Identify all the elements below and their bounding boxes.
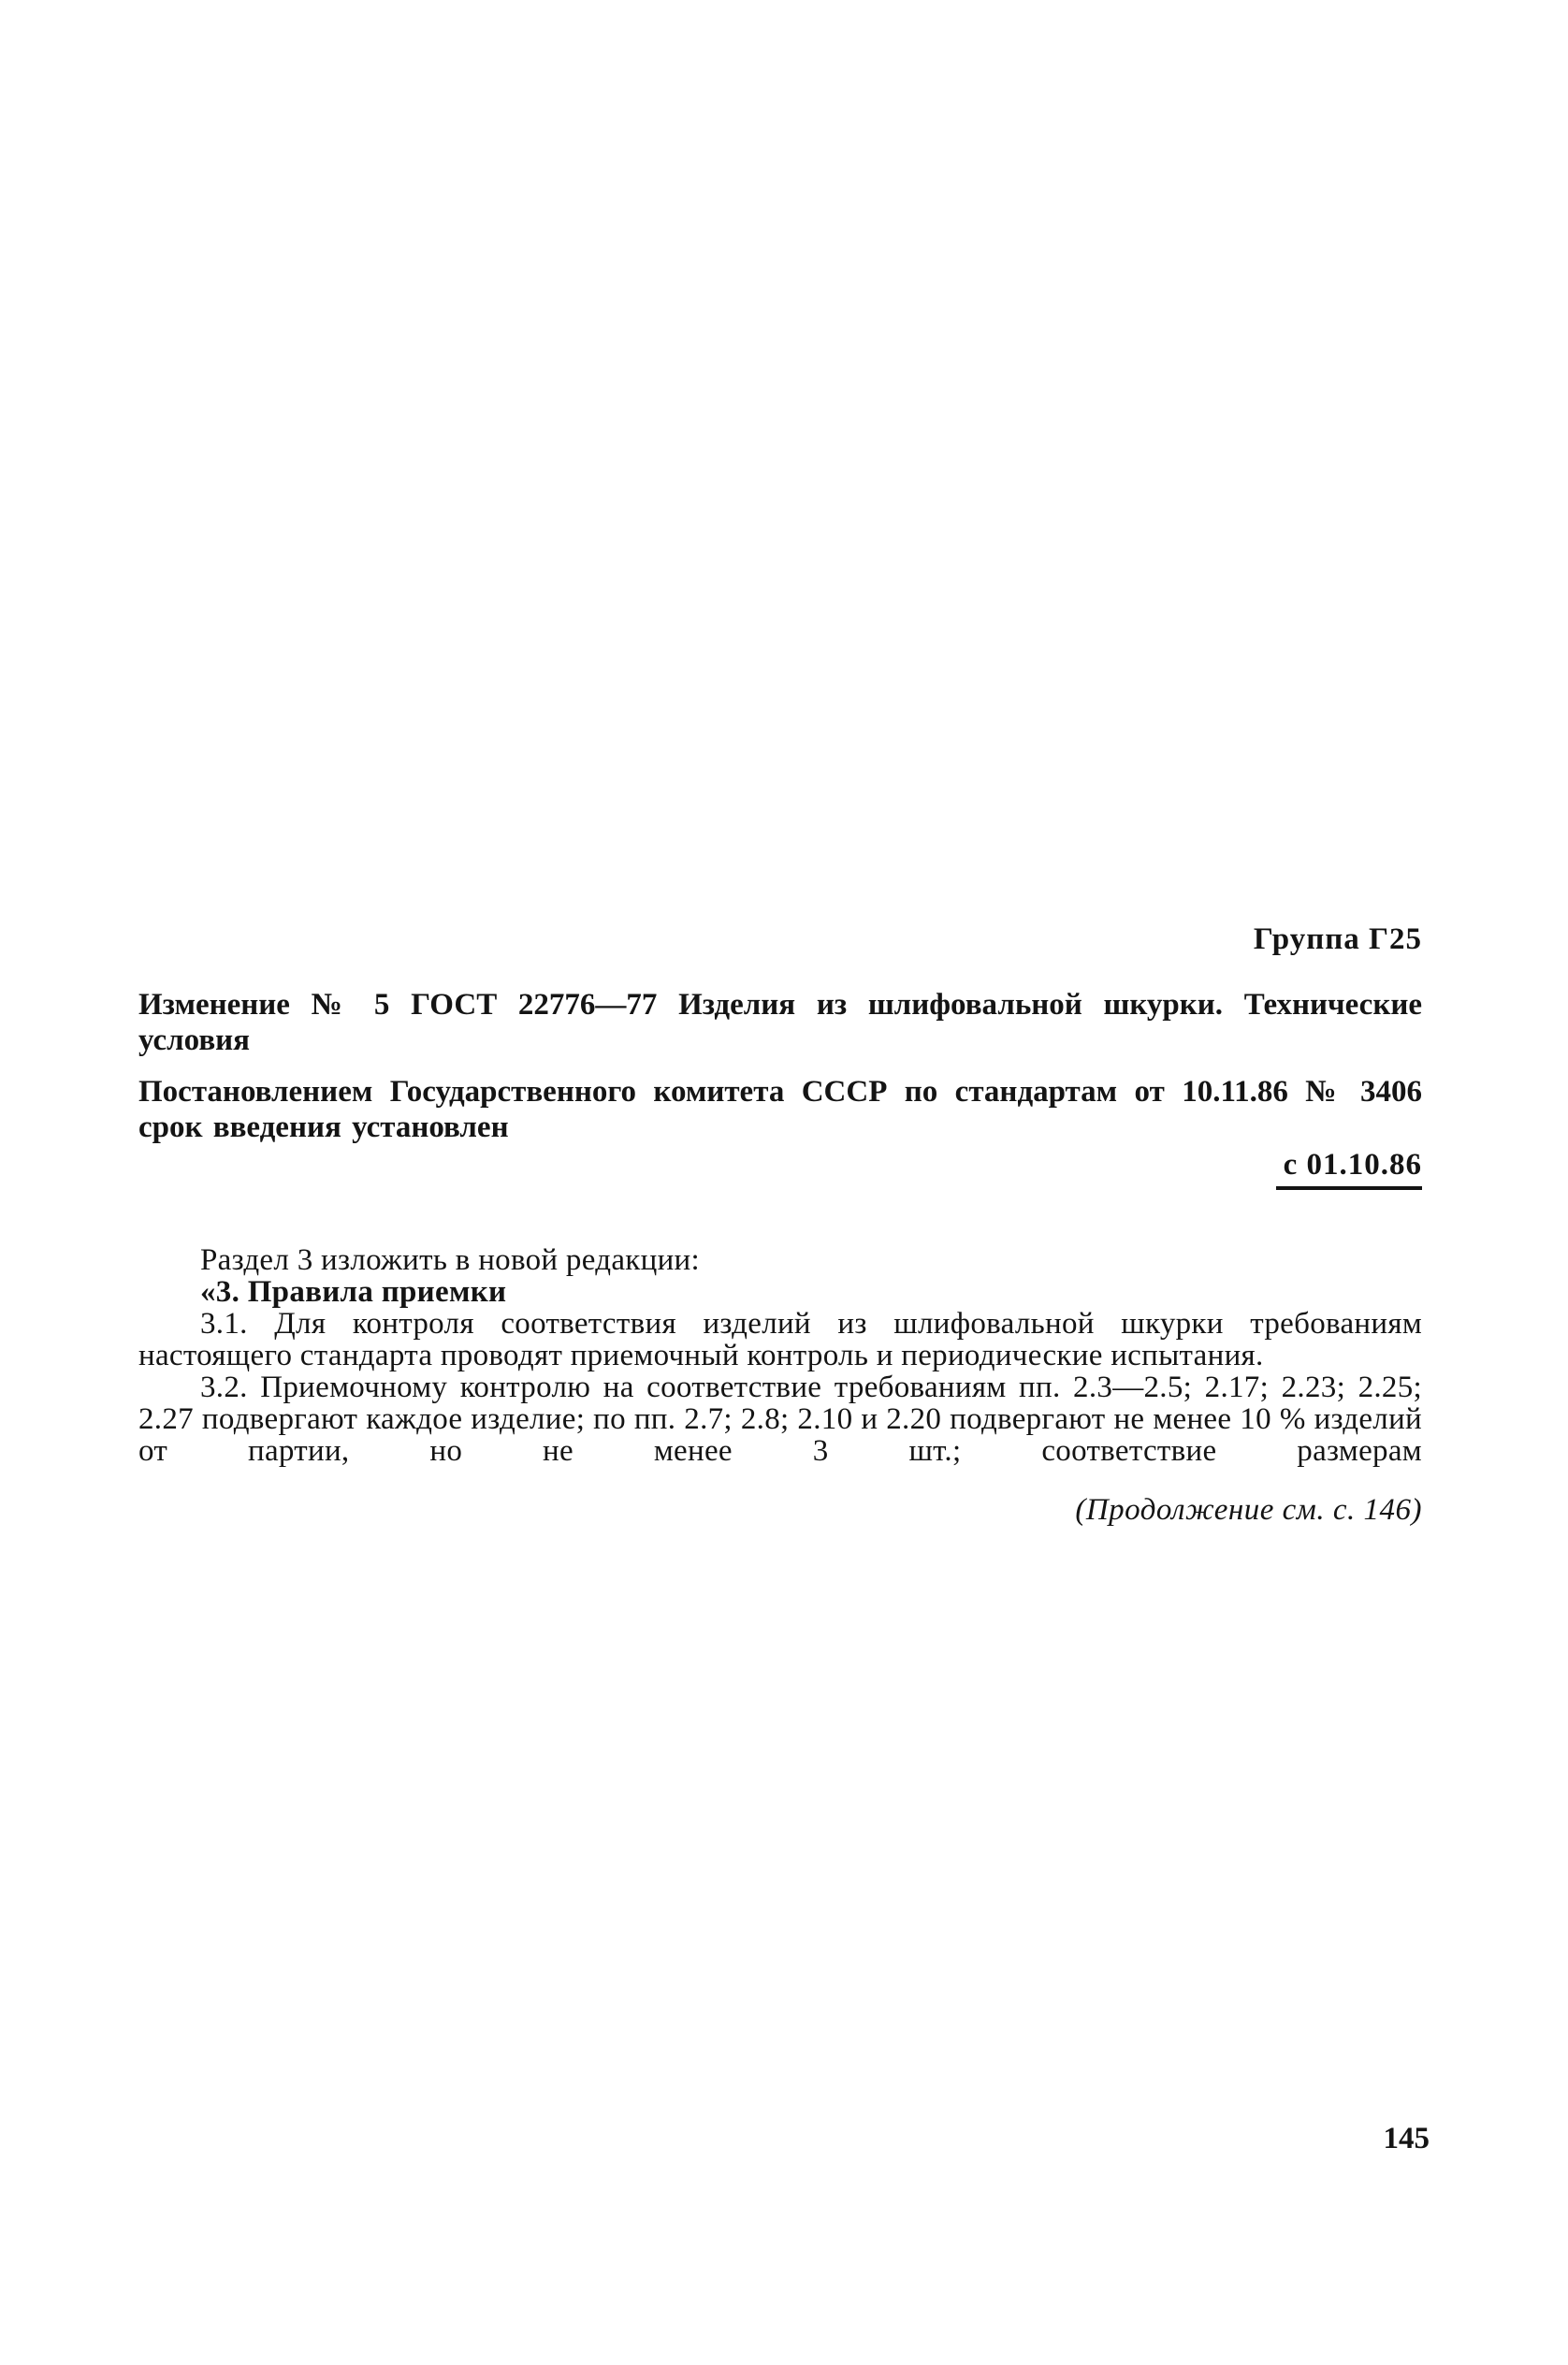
intro-paragraph: Раздел 3 изложить в новой редакции:	[200, 1243, 700, 1277]
continuation-note: (Продолжение см. с. 146)	[1075, 1493, 1422, 1527]
decree-text: Постановлением Государственного комитета СССР по стандартам от 10.11.86 № 3406 срок введения установлен	[138, 1075, 1422, 1144]
effective-date: с 01.10.86	[1283, 1148, 1422, 1182]
page-number: 145	[1383, 2122, 1430, 2155]
body-text	[138, 1244, 1422, 1467]
section-heading: «3. Правила приемки	[200, 1275, 507, 1309]
paragraph-3-2: 3.2. Приемочному контролю на соответствие требованиям пп. 2.3—2.5; 2.17; 2.23; 2.25; 2.27 подвергают каждое изделие; по пп. 2.7; 2.8; 2.10 и 2.20 подвергают не менее 10 % изделий от партии, но не менее 3 шт.; соответствие размерам	[138, 1371, 1422, 1468]
effective-date-underline	[1276, 1186, 1422, 1190]
group-label: Группа Г25	[1253, 922, 1422, 956]
change-title: Изменение № 5 ГОСТ 22776—77 Изделия из шлифовальной шкурки. Технические условия	[138, 988, 1422, 1057]
paragraph-3-1: 3.1. Для контроля соответствия изделий из шлифовальной шкурки требованиям настоящего стандарта проводят приемочный контроль и периодические испытания.	[138, 1307, 1422, 1372]
